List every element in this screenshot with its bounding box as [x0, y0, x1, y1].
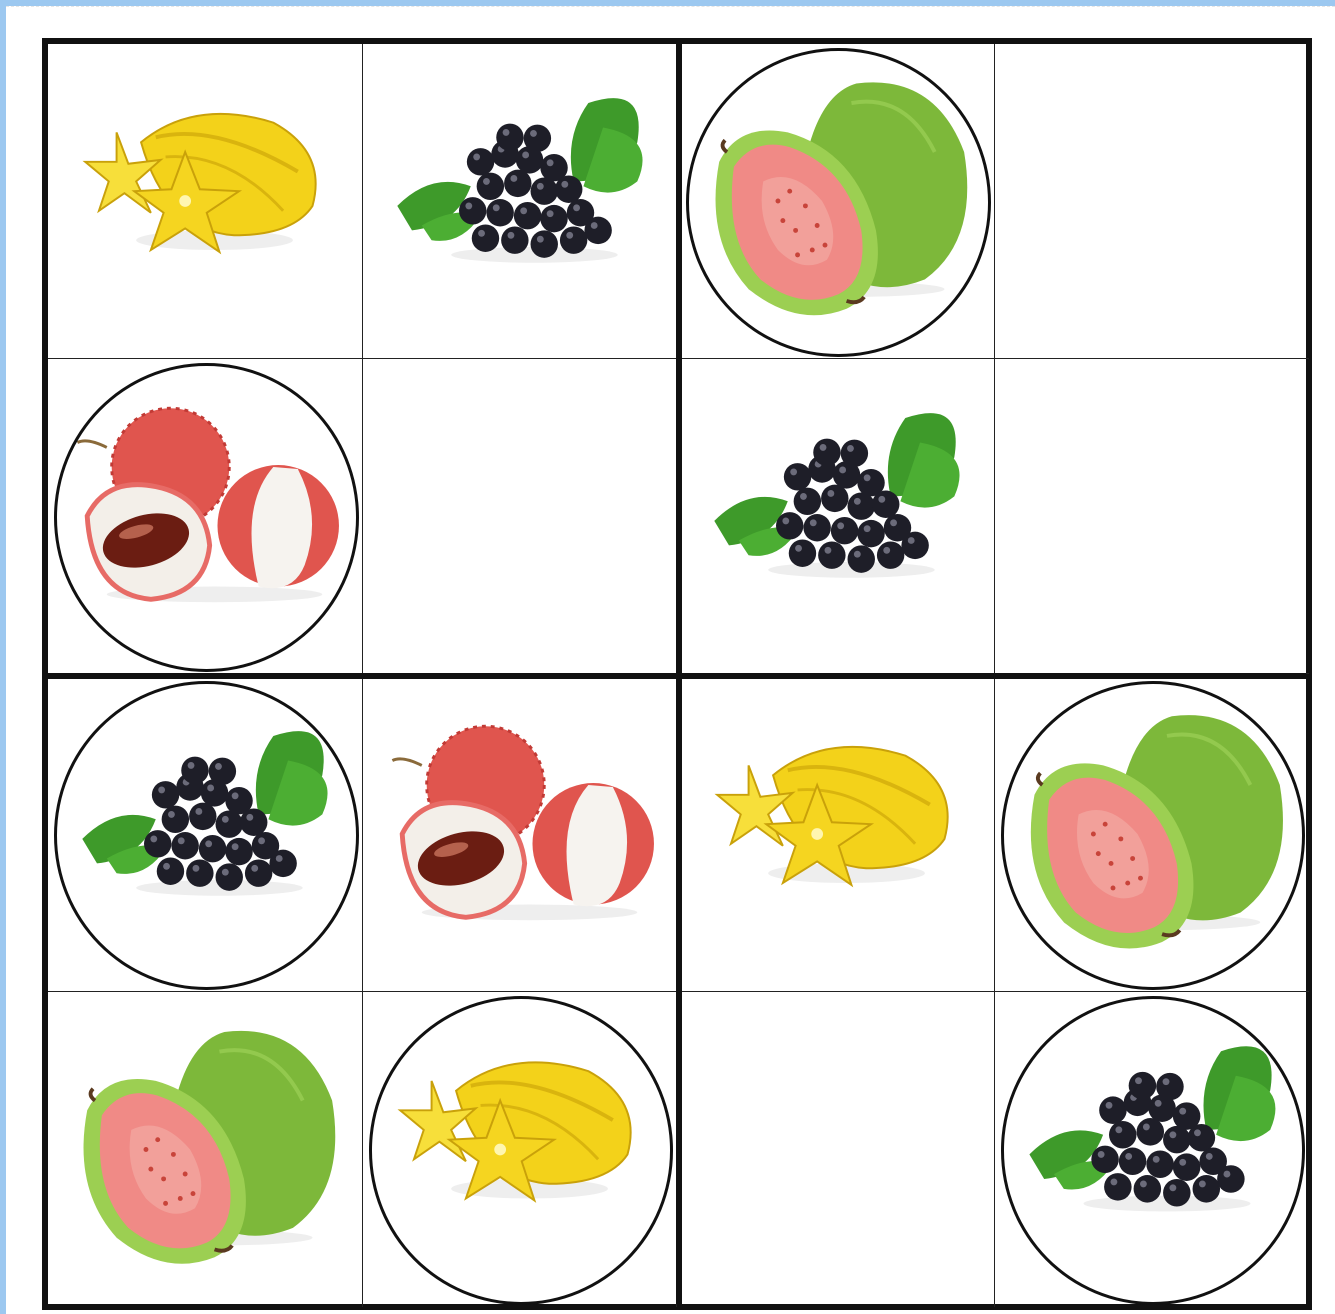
guava-icon	[680, 44, 994, 358]
block-divider-horizontal	[48, 673, 1306, 679]
grid-cell[interactable]	[363, 359, 678, 674]
lychee-icon	[48, 359, 362, 673]
grid-cell[interactable]	[363, 677, 678, 992]
grid-cell[interactable]	[680, 677, 995, 992]
guava-icon	[995, 677, 1310, 991]
grid-cell[interactable]	[48, 992, 363, 1307]
grid-cell[interactable]	[995, 359, 1310, 674]
guava-icon	[48, 992, 362, 1307]
grid-cell[interactable]	[995, 677, 1310, 992]
aronia-berries-icon	[995, 992, 1310, 1307]
grid-cell[interactable]	[680, 992, 995, 1307]
aronia-berries-icon	[680, 359, 994, 673]
grid-cell[interactable]	[48, 359, 363, 674]
starfruit-icon	[680, 677, 994, 991]
grid-cell[interactable]	[995, 992, 1310, 1307]
lychee-icon	[363, 677, 677, 991]
grid-cell[interactable]	[363, 992, 678, 1307]
starfruit-icon	[363, 992, 677, 1307]
fruit-sudoku-grid	[42, 38, 1312, 1310]
grid-cell[interactable]	[995, 44, 1310, 359]
grid-cell[interactable]	[363, 44, 678, 359]
grid-cell[interactable]	[48, 44, 363, 359]
grid-cell[interactable]	[680, 44, 995, 359]
grid-cell[interactable]	[680, 359, 995, 674]
aronia-berries-icon	[48, 677, 362, 991]
page-top-divider	[6, 6, 1335, 9]
worksheet-page	[6, 6, 1335, 1314]
starfruit-icon	[48, 44, 362, 358]
grid-cell[interactable]	[48, 677, 363, 992]
aronia-berries-icon	[363, 44, 677, 358]
